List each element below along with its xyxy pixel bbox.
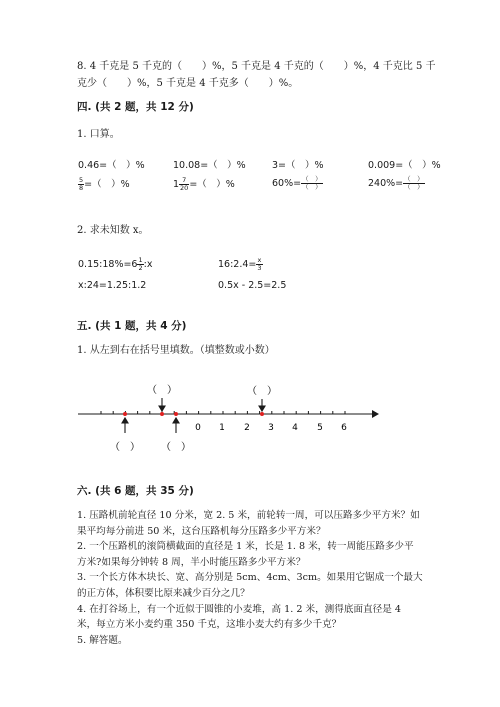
answer-paren-top-1: （ ） bbox=[147, 385, 177, 396]
axis-arrowhead bbox=[372, 410, 379, 418]
oral-calc-1: 0.46=（ ）% bbox=[78, 160, 145, 171]
equation-3: x:24=1.25:1.2 bbox=[78, 280, 147, 291]
tick-label: 3 bbox=[268, 423, 274, 433]
problem-line: 2. 一个压路机的滚筒横截面的直径是 1 米，长是 1. 8 米，转一周能压路多少平 bbox=[77, 541, 414, 553]
problem-line: 方米?如果每分钟转 8 周，半小时能压路多少平方米？ bbox=[77, 556, 306, 568]
answer-paren-top-2: （ ） bbox=[247, 386, 277, 397]
tick-label: 0 bbox=[195, 423, 201, 433]
oral-calc-8: 240%= $\frac{( )}{( )}$ bbox=[368, 175, 424, 191]
problem-list bbox=[77, 508, 423, 648]
tick-label: 5 bbox=[317, 423, 323, 433]
oral-calc-4: 0.009=（ ）% bbox=[368, 160, 441, 171]
tick-label: 6 bbox=[341, 423, 347, 433]
down-arrow-icon bbox=[159, 406, 165, 411]
equation-4: 0.5x - 2.5=2.5 bbox=[218, 280, 287, 291]
question-8-line-1: 8. 4 千克是 5 千克的（ ）%，5 千克是 4 千克的（ ）%，4 千克比 5 千 bbox=[77, 61, 436, 72]
fraction: $\frac{x}{3}$ bbox=[257, 256, 262, 272]
marker-point bbox=[160, 412, 164, 416]
problem-line: 果平均每分前进 50 米，这台压路机每分压路多少平方米？ bbox=[77, 525, 326, 537]
minor-ticks bbox=[101, 411, 345, 414]
equation-1: 0.15:18%=6 $\frac{1}{2}$ :x bbox=[78, 256, 153, 272]
up-arrow-icon bbox=[173, 418, 179, 423]
up-arrow-icon bbox=[122, 418, 128, 423]
fraction: $\frac{5}{8}$ bbox=[79, 176, 84, 192]
oral-calc-2: 10.08=（ ）% bbox=[173, 160, 246, 171]
marker-point bbox=[123, 412, 127, 416]
oral-calc-3: 3=（ ）% bbox=[272, 160, 324, 171]
q2-label: 2. 求未知数 x。 bbox=[77, 225, 149, 236]
fraction: $\frac{7}{20}$ bbox=[180, 176, 189, 192]
down-arrow-icon bbox=[259, 406, 265, 411]
section-5-title: 五. (共 1 题，共 4 分) bbox=[77, 320, 187, 332]
marker-point bbox=[174, 412, 178, 416]
oral-calc-5: $\frac{5}{8}$ =（ ）% bbox=[79, 176, 130, 192]
problem-line: 3. 一个长方体木块长、宽、高分别是 5cm、4cm、3cm。如果用它锯成一个最大 bbox=[77, 572, 423, 584]
s5-q1-label: 1. 从左到右在括号里填数。（填整数或小数） bbox=[77, 345, 275, 356]
fraction: $\frac{( )}{( )}$ bbox=[302, 175, 322, 191]
fraction: $\frac{1}{2}$ bbox=[138, 256, 143, 272]
problem-line: 4. 在打谷场上，有一个近似于圆锥的小麦堆，高 1. 2 米，测得底面直径是 4 bbox=[77, 603, 401, 615]
tick-label: 2 bbox=[244, 423, 250, 433]
oral-calc-6: 1 $\frac{7}{20}$ =（ ）% bbox=[173, 176, 235, 192]
tick-label: 4 bbox=[292, 423, 298, 433]
fraction: $\frac{( )}{( )}$ bbox=[404, 175, 424, 191]
section-6-title: 六. (共 6 题，共 35 分) bbox=[77, 485, 194, 497]
oral-calc-7: 60%= $\frac{( )}{( )}$ bbox=[272, 175, 322, 191]
section-4-title: 四. (共 2 题，共 12 分) bbox=[77, 101, 194, 113]
marker-point bbox=[260, 412, 264, 416]
answer-paren-bottom-2: （ ） bbox=[161, 442, 191, 453]
question-8-line-2: 克少（ ）%，5 千克是 4 千克多（ ）%。 bbox=[77, 78, 299, 89]
answer-paren-bottom-1: （ ） bbox=[110, 442, 140, 453]
tick-label: 1 bbox=[219, 423, 225, 433]
problem-line: 米，每立方米小麦约重 350 千克，这堆小麦大约有多少千克？ bbox=[77, 619, 342, 631]
q1-label: 1. 口算。 bbox=[77, 129, 120, 140]
equation-2: 16:2.4= $\frac{x}{3}$ bbox=[218, 256, 262, 272]
problem-line: 的正方体，体积要比原来减少百分之几？ bbox=[77, 587, 250, 599]
problem-line: 5. 解答题。 bbox=[77, 634, 128, 646]
problem-line: 1. 压路机前轮直径 10 分米，宽 2. 5 米，前轮转一周，可以压路多少平方米？如 bbox=[77, 510, 420, 521]
